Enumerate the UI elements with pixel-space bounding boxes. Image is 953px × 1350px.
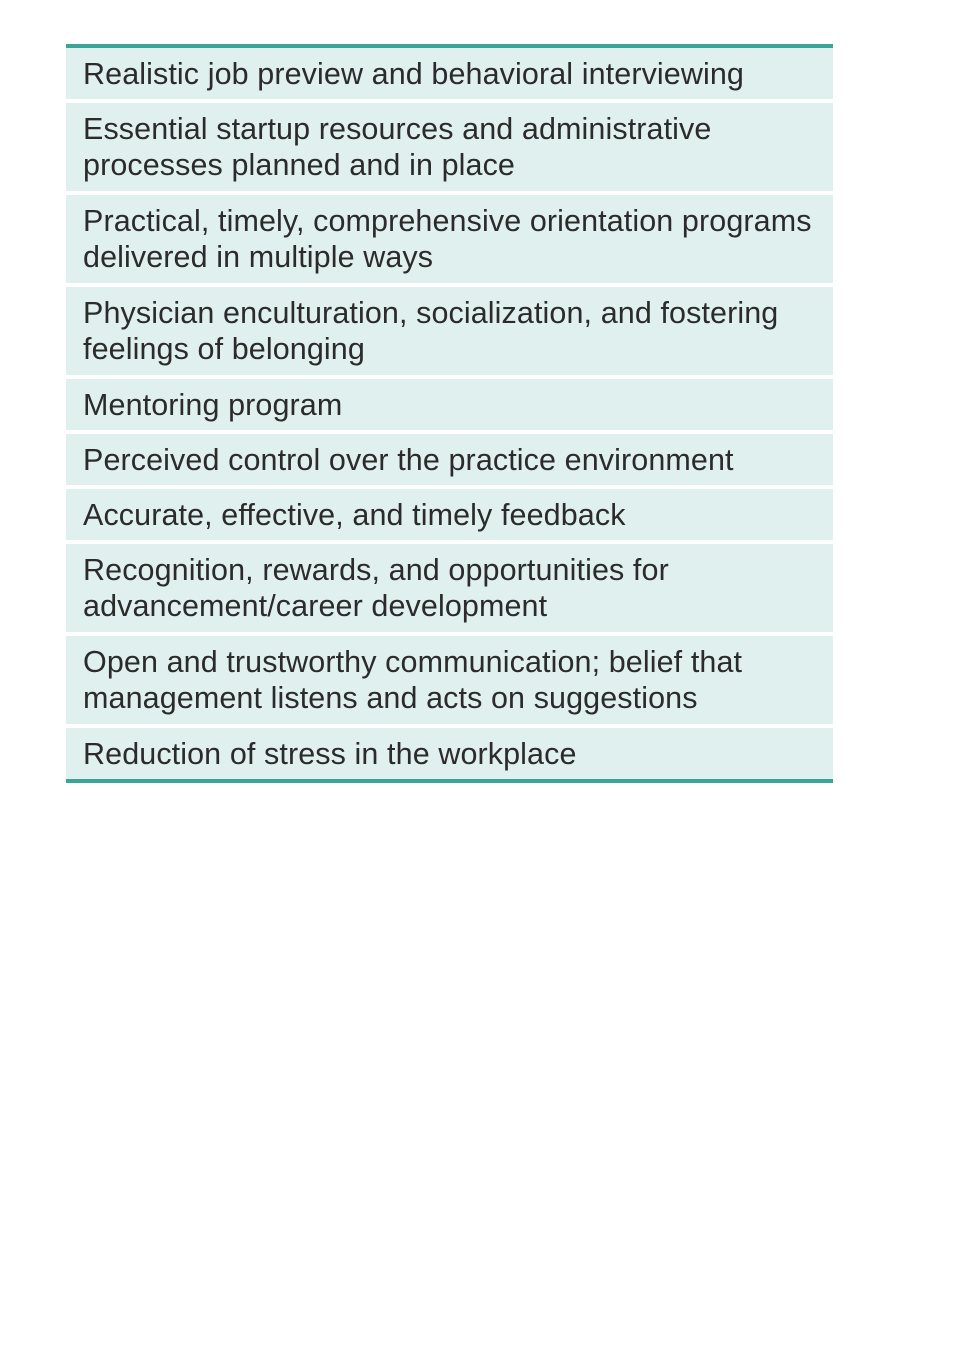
table-row: Essential startup resources and administrative processes planned and in place	[66, 103, 833, 191]
table-row: Reduction of stress in the workplace	[66, 728, 833, 779]
table-row: Mentoring program	[66, 379, 833, 430]
table-row: Physician enculturation, socialization, and fostering feelings of belonging	[66, 287, 833, 375]
table-row: Recognition, rewards, and opportunities for advancement/career development	[66, 544, 833, 632]
table-row: Accurate, effective, and timely feedback	[66, 489, 833, 540]
table-row: Practical, timely, comprehensive orientation programs delivered in multiple ways	[66, 195, 833, 283]
table-row: Realistic job preview and behavioral interviewing	[66, 48, 833, 99]
table-row: Perceived control over the practice environment	[66, 434, 833, 485]
factors-table	[66, 44, 833, 783]
table-row: Open and trustworthy communication; belief that management listens and acts on suggestions	[66, 636, 833, 724]
